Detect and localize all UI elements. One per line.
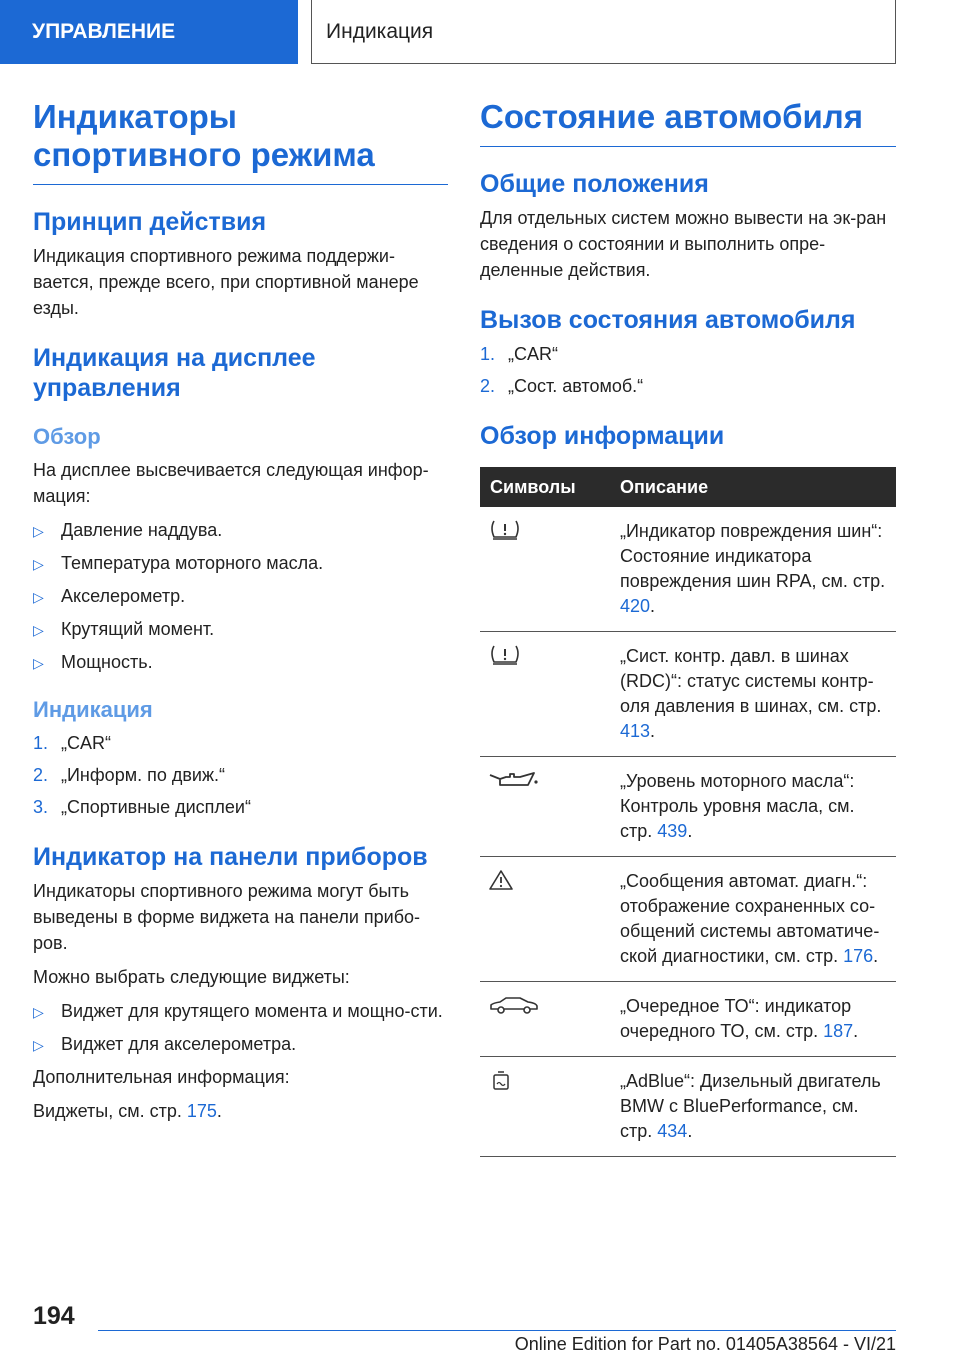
display-steps	[33, 730, 448, 820]
edition-info: Online Edition for Part no. 01405A38564 - VI/21	[514, 1334, 896, 1354]
list-item: ▷ Виджет для крутящего момента и мощно-сти.	[33, 998, 448, 1025]
heading-general: Общие положения	[480, 170, 709, 198]
adblue-icon	[488, 1069, 514, 1093]
triangle-bullet-icon: ▷	[33, 589, 44, 605]
column-header-symbols: Символы	[480, 467, 610, 507]
list-item: ▷ Давление наддува.	[33, 517, 448, 544]
heading-principle: Принцип действия	[33, 208, 267, 236]
table-row: „Уровень моторного масла“: Контроль уровня масла, см. стр. 439.	[480, 757, 896, 857]
step-item: 1. „CAR“	[480, 344, 558, 364]
table-row: „Сообщения автомат. диагн.“: отображение сохраненных со-общений системы автоматиче-ской диагностики, см. стр. 176.	[480, 857, 896, 982]
section-tab: УПРАВЛЕНИЕ	[0, 0, 298, 64]
step-item: 3. „Спортивные дисплеи“	[33, 797, 251, 817]
list-item: ▷ Мощность.	[33, 649, 448, 676]
instrument-text-1: Индикаторы спортивного режима могут быть выведены в форме виджета на панели прибо-ров.	[33, 881, 421, 953]
triangle-bullet-icon: ▷	[33, 1037, 44, 1053]
tire-pressure-warning-icon	[488, 519, 522, 541]
table-row: „Индикатор повреждения шин“: Состояние индикатора повреждения шин RPA, см. стр. 420.	[480, 507, 896, 632]
list-item: ▷ Крутящий момент.	[33, 616, 448, 643]
general-text: Для отдельных систем можно вывести на эк-ран сведения о состоянии и выполнить опре-деленные действия.	[480, 208, 887, 280]
step-item: 1. „CAR“	[33, 733, 111, 753]
step-item: 2. „Информ. по движ.“	[33, 765, 225, 785]
list-item: ▷ Виджет для акселерометра.	[33, 1031, 448, 1058]
widgets-reference: Виджеты, см. стр. 175.	[33, 1101, 222, 1121]
triangle-bullet-icon: ▷	[33, 655, 44, 671]
page-link[interactable]: 439	[657, 821, 688, 841]
heading-instrument-panel: Индикатор на панели приборов	[33, 843, 428, 871]
info-table	[480, 467, 896, 1157]
page-link[interactable]: 175	[186, 1101, 217, 1121]
heading-call-status: Вызов состояния автомобиля	[480, 306, 856, 334]
heading-display: Индикация	[33, 697, 153, 722]
column-header-description: Описание	[610, 467, 896, 507]
widget-list	[33, 998, 448, 1058]
table-row: „Сист. контр. давл. в шинах (RDC)“: статус системы контр-оля давления в шинах, см. стр. 413.	[480, 632, 896, 757]
triangle-bullet-icon: ▷	[33, 523, 44, 539]
overview-list	[33, 517, 448, 676]
triangle-bullet-icon: ▷	[33, 622, 44, 638]
page-number: 194	[33, 1302, 75, 1330]
footer-divider	[98, 1330, 896, 1331]
heading-control-display: Индикация на дисплее управления	[33, 344, 316, 402]
triangle-bullet-icon: ▷	[33, 1004, 44, 1020]
left-column	[33, 98, 448, 1132]
warning-triangle-icon	[488, 869, 514, 891]
overview-text: На дисплее высвечивается следующая инфор-мация:	[33, 460, 429, 506]
page-link[interactable]: 420	[620, 596, 651, 616]
section-title-sport-indicators: Индикаторы спортивного режима	[33, 98, 448, 185]
page-link[interactable]: 187	[823, 1021, 854, 1041]
triangle-bullet-icon: ▷	[33, 556, 44, 572]
page-link[interactable]: 413	[620, 721, 651, 741]
tire-pressure-monitor-icon	[488, 644, 522, 666]
list-item: ▷ Температура моторного масла.	[33, 550, 448, 577]
heading-info-overview: Обзор информации	[480, 422, 725, 450]
section-title-vehicle-status: Состояние автомобиля	[480, 98, 896, 147]
instrument-text-2: Можно выбрать следующие виджеты:	[33, 967, 350, 987]
list-item: ▷ Акселерометр.	[33, 583, 448, 610]
table-row: „AdBlue“: Дизельный двигатель BMW с BluePerformance, см. стр. 434.	[480, 1057, 896, 1157]
page-link[interactable]: 434	[657, 1121, 688, 1141]
principle-text: Индикация спортивного режима поддержи-вается, прежде всего, при спортивной манере езды.	[33, 246, 419, 318]
car-service-icon	[488, 994, 540, 1016]
right-column	[480, 98, 896, 1157]
page-link[interactable]: 176	[843, 946, 874, 966]
step-item: 2. „Сост. автомоб.“	[480, 376, 644, 396]
subsection-tab: Индикация	[311, 0, 896, 64]
additional-info-label: Дополнительная информация:	[33, 1067, 290, 1087]
status-steps	[480, 341, 896, 399]
table-row: „Очередное ТО“: индикатор очередного ТО, см. стр. 187.	[480, 982, 896, 1057]
oil-can-icon	[488, 769, 540, 791]
heading-overview: Обзор	[33, 424, 101, 449]
